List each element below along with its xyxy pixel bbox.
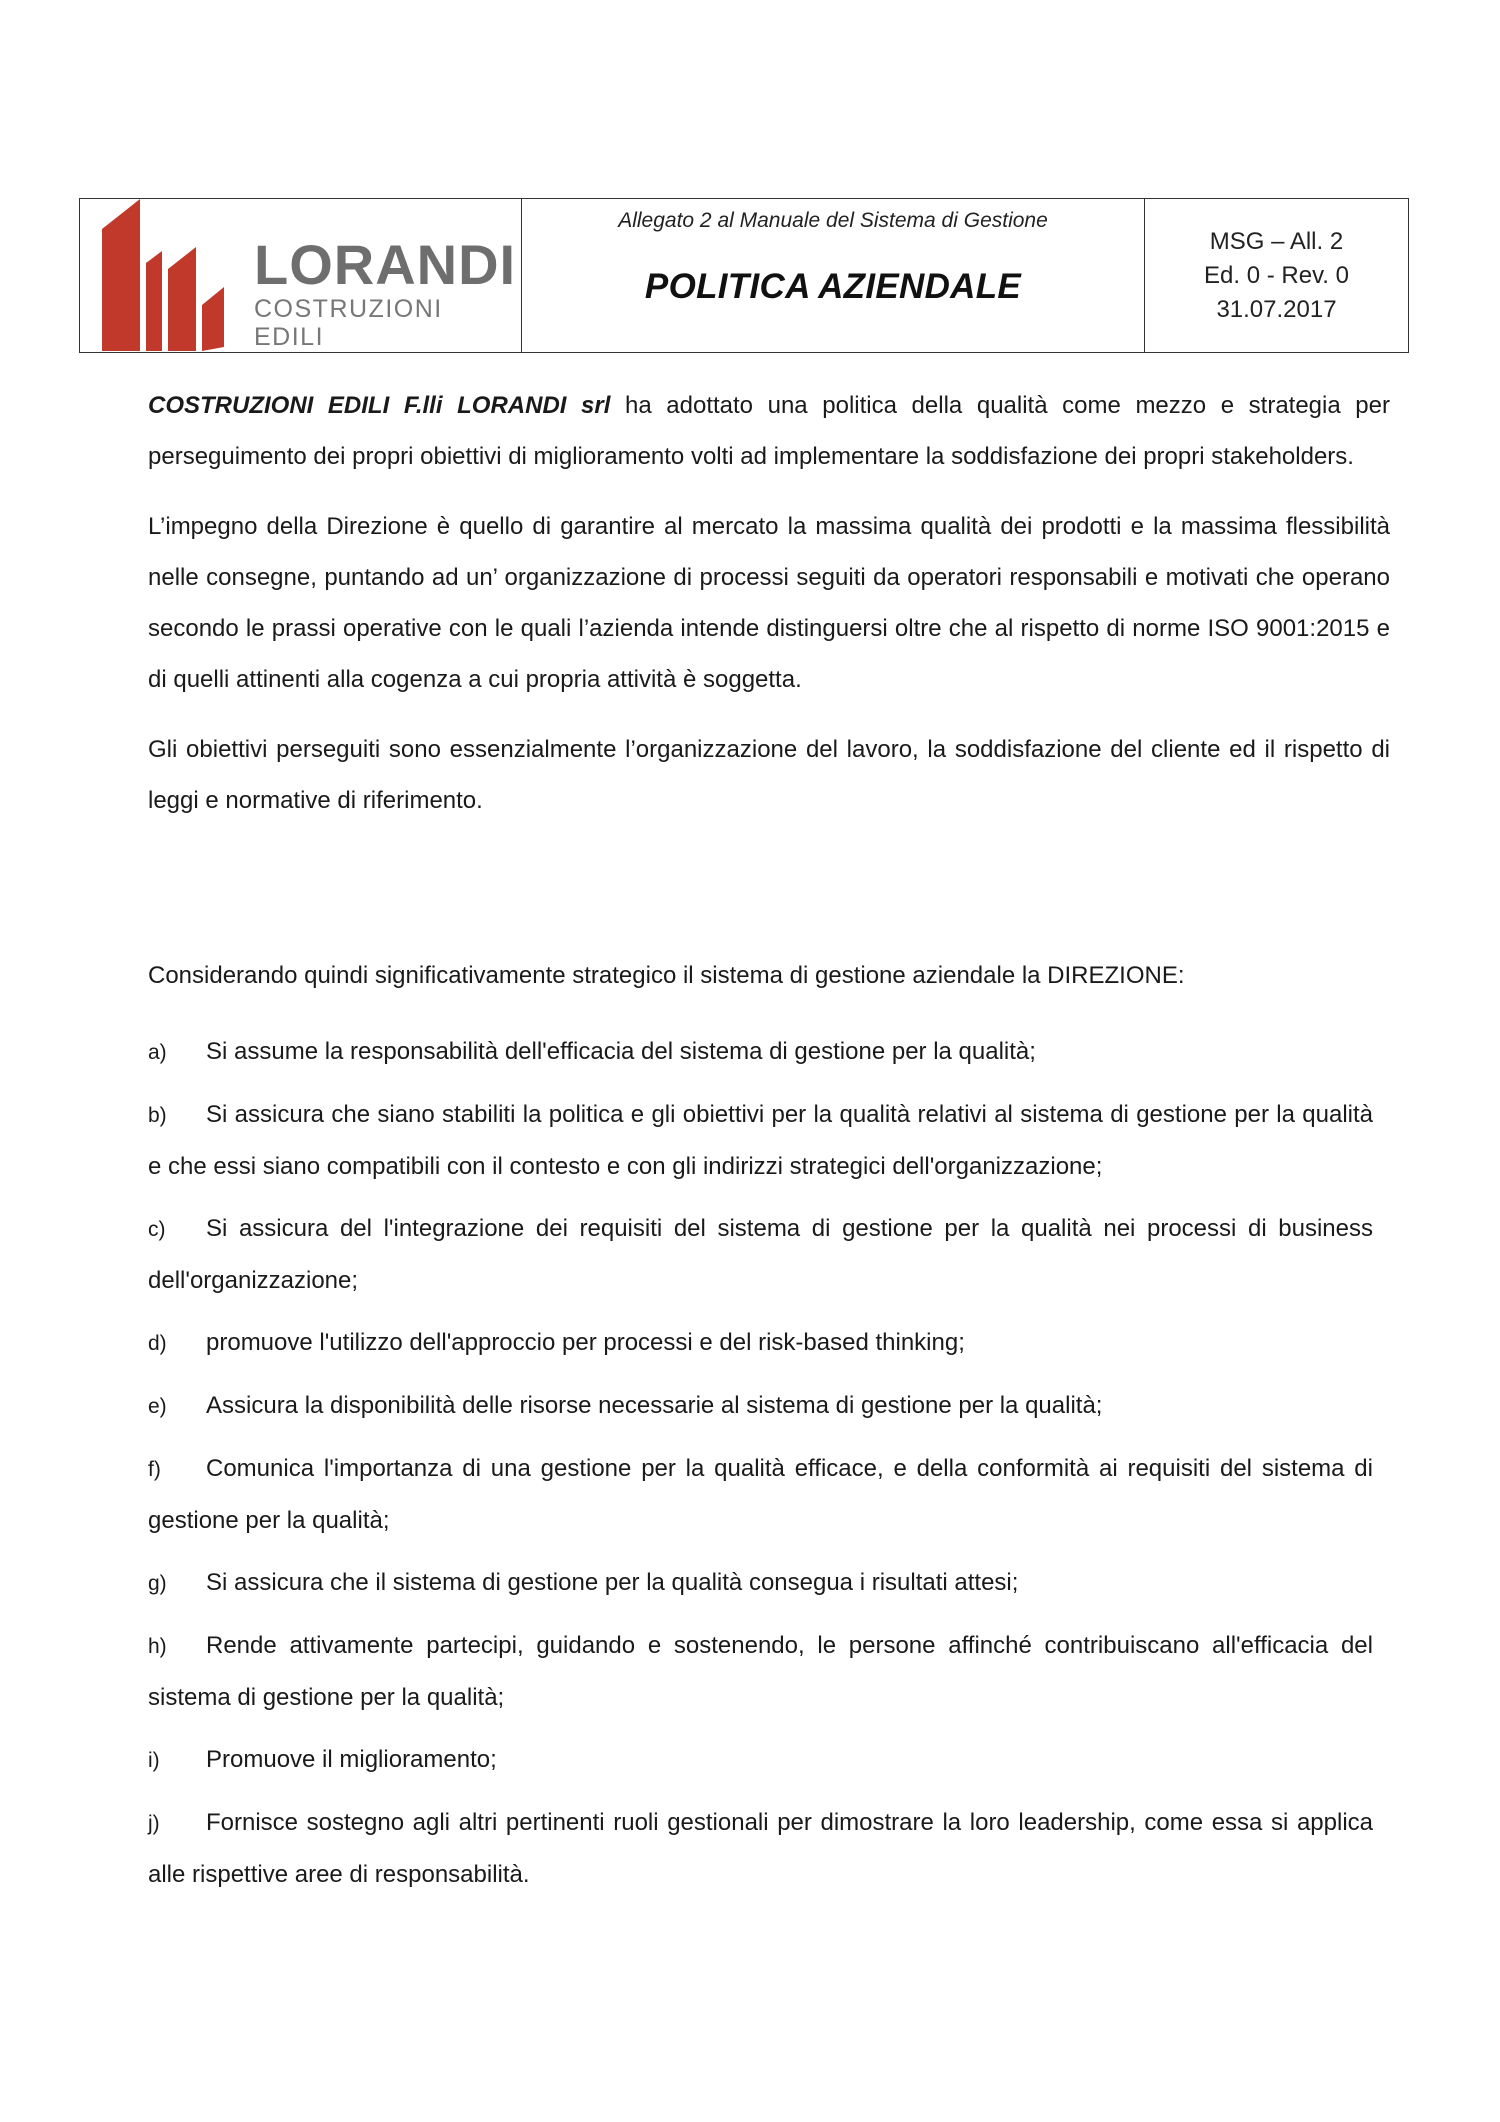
list-item-text: Rende attivamente partecipi, guidando e sostenendo, le persone affinché contribuiscano all'efficacia del sistema di gestione per la qualità; [148,1632,1373,1711]
intro-paragraph-1 [148,380,1390,482]
list-item [148,1734,1373,1786]
list-item-letter: h) [148,1635,167,1658]
list-item-letter: e) [148,1395,167,1418]
document-title: POLITICA AZIENDALE [644,267,1022,306]
title-cell [522,199,1145,352]
logo-name: LORANDI [254,233,517,296]
list-item [148,1317,1373,1369]
list-item-text: Comunica l'importanza di una gestione per la qualità efficace, e della conformità ai requisiti del sistema di gestione per la qualità; [148,1455,1373,1534]
list-item-letter: b) [148,1104,167,1127]
document-code: MSG – All. 2 [1209,227,1344,255]
list-item-letter: i) [148,1749,160,1772]
considerando-line: Considerando quindi significativamente strategico il sistema di gestione aziendale la DIREZIONE: [148,962,1185,989]
list-item-text: Si assicura che siano stabiliti la politica e gli obiettivi per la qualità relativi al sistema di gestione per la qualità e che essi siano compatibili con il contesto e con gli indirizzi strategici dell'organizzazione; [148,1101,1373,1180]
attachment-line: Allegato 2 al Manuale del Sistema di Gestione [618,209,1048,232]
list-item [148,1797,1373,1900]
list-item-letter: f) [148,1458,161,1481]
list-item [148,1026,1373,1078]
list-item-text: Assicura la disponibilità delle risorse necessarie al sistema di gestione per la qualità; [206,1392,1103,1419]
document-date: 31.07.2017 [1216,295,1337,323]
document-revision: Ed. 0 - Rev. 0 [1204,261,1349,289]
meta-cell [1145,199,1408,352]
lorandi-logo-icon [100,199,250,351]
list-item-letter: d) [148,1332,167,1355]
intro-paragraph-2: L’impegno della Direzione è quello di garantire al mercato la massima qualità dei prodotti e la massima flessibilità nelle consegne, puntando ad un’ organizzazione di processi seguiti da operatori responsabili e motivati che operano secondo le prassi operative con le quali l’azienda intende distinguersi oltre che al rispetto di norme ISO 9001:2015 e di quelli attinenti alla cogenza a cui propria attività è soggetta. [148,513,1390,693]
list-item [148,1380,1373,1432]
list-item [148,1620,1373,1723]
list-item-text: promuove l'utilizzo dell'approccio per processi e del risk-based thinking; [206,1329,965,1356]
list-item [148,1203,1373,1306]
logo-cell [80,199,522,352]
logo-subtitle: COSTRUZIONI EDILI [254,295,443,351]
list-item [148,1089,1373,1192]
list-item-letter: g) [148,1572,167,1595]
list-item-letter: c) [148,1218,166,1241]
intro-paragraph-3: Gli obiettivi perseguiti sono essenzialmente l’organizzazione del lavoro, la soddisfazione del cliente ed il rispetto di leggi e normative di riferimento. [148,736,1390,814]
intro-paragraph-1-text: ha adottato una politica della qualità come mezzo e strategia per perseguimento dei propri obiettivi di miglioramento volti ad implementare la soddisfazione dei propri stakeholders. [148,392,1390,470]
list-item-text: Si assicura che il sistema di gestione per la qualità consegua i risultati attesi; [206,1569,1019,1596]
list-item-text: Si assume la responsabilità dell'efficacia del sistema di gestione per la qualità; [206,1038,1036,1065]
list-item [148,1443,1373,1546]
list-item-text: Promuove il miglioramento; [206,1746,497,1773]
company-name: COSTRUZIONI EDILI F.lli LORANDI srl [148,392,611,419]
direction-list [148,1026,1373,1911]
list-item-text: Si assicura del l'integrazione dei requisiti del sistema di gestione per la qualità nei processi di business dell'organizzazione; [148,1215,1373,1294]
intro-section [148,380,1390,845]
document-header [79,198,1409,353]
list-item-letter: j) [148,1812,160,1835]
list-item-text: Fornisce sostegno agli altri pertinenti ruoli gestionali per dimostrare la loro leadership, come essa si applica alle rispettive aree di responsabilità. [148,1809,1373,1888]
list-item [148,1557,1373,1609]
list-item-letter: a) [148,1041,167,1064]
